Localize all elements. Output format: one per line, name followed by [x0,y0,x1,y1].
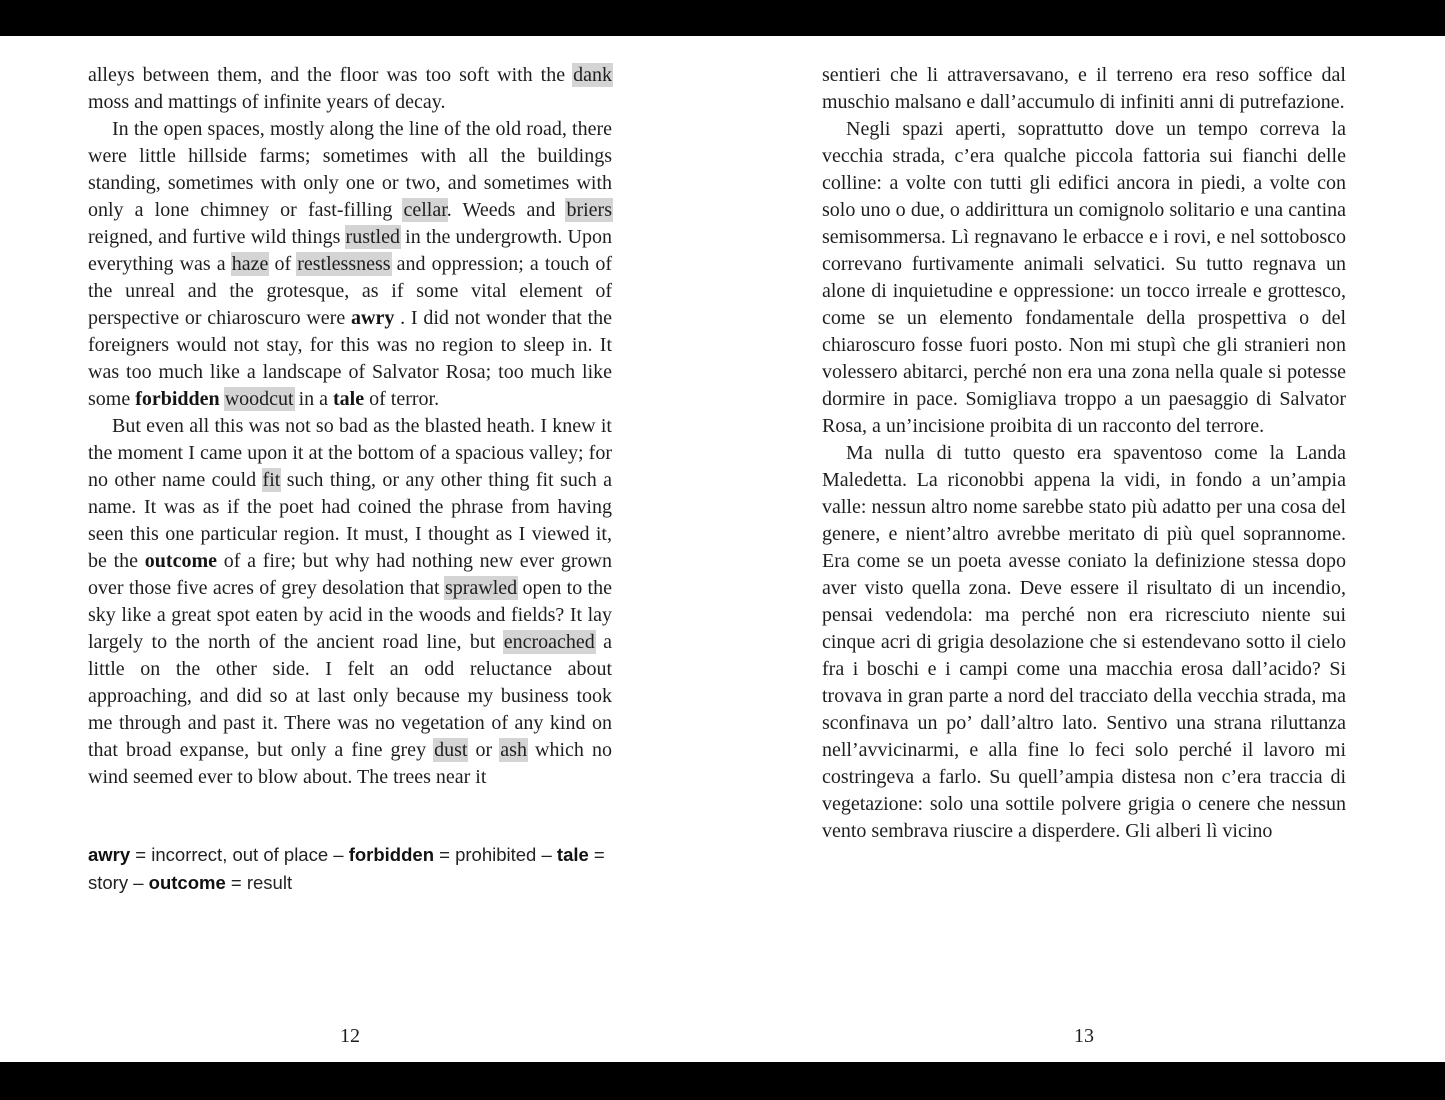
page-number-right: 13 [1074,1025,1094,1047]
text-run: in a [293,388,334,410]
highlighted-word: dank [573,64,612,86]
text-run: or [467,739,501,761]
page-number-left: 12 [340,1025,360,1047]
highlighted-word: encroached [503,631,595,653]
glossary-footnote [88,841,612,897]
text-run: = result [225,872,293,893]
paragraph [88,62,612,116]
text-run: a little on the other side. I felt an odd reluctance about approaching, and did so at last only because my business took me through and past it. There was no vegetation of any kind on that broad expanse, but only a fine grey [88,631,612,761]
paragraph [822,440,1346,845]
paragraph [822,62,1346,116]
text-run: Negli spazi aperti, soprattutto dove un tempo correva la vecchia strada, c’era qualche piccola fattoria sui fianchi delle colline: a volte con tutti gli edifici ancora in piedi, a volte con solo uno o due, o addirittura un comignolo solitario e una cantina semisommersa. Lì regnavano le erbacce e i rovi, e nel sottobosco correvano furtivamente animali selvatici. Su tutto regnava un alone di inquietudine e oppressione: un tocco irreale e grottesco, come se un elemento fondamentale della prospettiva o del chiaroscuro fosse fuori posto. Non mi stupì che gli stranieri non volessero abitarci, perché non era una zona nella quale si potesse dormire in pace. Somigliava troppo a un paesaggio di Salvator Rosa, a un’incisione proibita di un racconto del terrore. [822,118,1346,437]
paragraph [88,116,612,413]
text-run: = incorrect, out of place – [130,844,349,865]
glossed-term: outcome [148,872,226,893]
paragraph [88,413,612,791]
text-run: sentieri che li attraversavano, e il terreno era reso soffice dal muschio malsano e dall’accumulo di infiniti anni di putrefazione. [822,64,1346,113]
page-right-body [822,36,1346,845]
highlighted-word: sprawled [444,577,518,599]
glossed-term: forbidden [135,388,220,410]
highlighted-word: cellar [403,199,447,221]
text-run: moss and mattings of infinite years of decay. [88,91,446,113]
glossed-term: tale [333,388,365,410]
text-run: . I did not wonder that the foreigners would not stay, for this was no region to sleep in. It was too much like a landscape of Salvator Rosa; too much like some [88,307,613,410]
text-run: open to the sky like a great spot eaten by acid in the woods and fields? It lay largely to the north of the ancient road line, but [88,577,612,653]
highlighted-word: restlessness [297,253,391,275]
page-left-body [88,36,612,791]
highlighted-word: ash [500,739,527,761]
glossed-term: awry [351,307,395,329]
scan-edge-top [0,0,1445,36]
scan-edge-bottom [0,1062,1445,1100]
highlighted-word: dust [434,739,468,761]
glossed-term: tale [556,844,589,865]
glossed-term: forbidden [348,844,434,865]
text-run [220,388,225,410]
paragraph [822,116,1346,440]
highlighted-word: rustled [345,226,400,248]
text-run: = prohibited – [434,844,557,865]
glossed-term: outcome [144,550,217,572]
text-run: = story – [88,844,605,893]
text-run: of [268,253,298,275]
text-run: Ma nulla di tutto questo era spaventoso come la Landa Maledetta. La riconobbi appena la vidi, in fondo a un’ampia valle: nessun altro nome sarebbe stato più adatto per una cosa del genere, e nient’altro avrebbe meritato di più quel soprannome. Era come se un poeta avesse coniato la definizione stessa dopo aver visto quella zona. Deve essere il risultato di un incendio, pensai vedendola: ma perché non era ricresciuto niente sui cinque acri di grigia desolazione che si estendevano sotto il cielo fra i boschi e i campi come una macchia erosa dall’acido? Si trovava in gran parte a nord del tracciato della vecchia strada, ma sconfinava un po’ dall’altro lato. Sentivo una strana riluttanza nell’avvicinarmi, e alla fine lo feci solo perché il lavoro mi costringeva a farlo. Su quell’ampia distesa non c’era traccia di vegetazione: solo una sottile polvere grigia o cenere che nessun vento sembrava riuscire a disperdere. Gli alberi lì vicino [822,442,1346,842]
highlighted-word: briers [566,199,612,221]
page-right-italian [822,36,1346,1062]
text-run: and oppression; a touch of the unreal and the grotesque, as if some vital element of perspective or chiaroscuro were [88,253,612,329]
text-run: which no wind seemed ever to blow about. The trees near it [88,739,612,788]
highlighted-word: woodcut [224,388,294,410]
text-run: . Weeds and [446,199,567,221]
highlighted-word: fit [262,469,281,491]
text-run: such thing, or any other thing fit such a name. It was as if the poet had coined the phrase from having seen this one particular region. It must, I thought as I viewed it, be the [88,469,612,572]
text-run: In the open spaces, mostly along the line of the old road, there were little hillside farms; sometimes with all the buildings standing, sometimes with only one or two, and sometimes with only a lone chimney or fast-filling [88,118,612,221]
text-run: But even all this was not so bad as the blasted heath. I knew it the moment I came upon it at the bottom of a spacious valley; for no other name could [88,415,612,491]
highlighted-word: haze [231,253,269,275]
text-run: reigned, and furtive wild things [88,226,346,248]
text-run: alleys between them, and the floor was too soft with the [88,64,574,86]
page-left-english [88,36,612,1062]
text-run: of a fire; but why had nothing new ever grown over those five acres of grey desolation that [88,550,612,599]
text-run: in the undergrowth. Upon everything was a [88,226,612,275]
text-run: of terror. [364,388,440,410]
glossed-term: awry [88,844,131,865]
